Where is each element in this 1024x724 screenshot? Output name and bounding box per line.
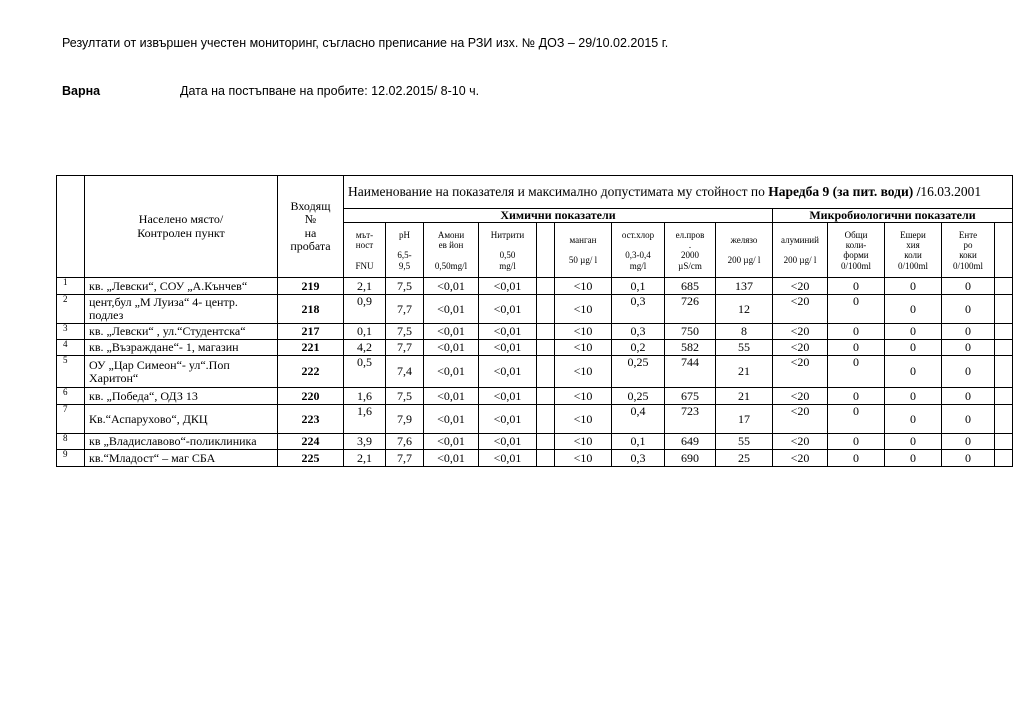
- indicator-title-plain: Наименование на показателя и максимално допустимата му стойност по: [348, 183, 769, 199]
- indicator-header-line: mg/l: [499, 260, 516, 271]
- value-cell: 0: [828, 340, 885, 356]
- indicator-header-line: Общи: [844, 229, 868, 240]
- location-name: кв „Владиславово“-поликлиника: [85, 434, 278, 450]
- indicator-title-cell: [344, 176, 1013, 209]
- value-cell: <10: [555, 388, 612, 405]
- table-row: [57, 340, 1013, 356]
- value-cell: 2,1: [344, 278, 386, 295]
- value-cell: 0: [942, 340, 995, 356]
- value-cell: <0,01: [479, 340, 537, 356]
- location-name: цент,бул „М Луиза“ 4- центр. подлез: [85, 295, 278, 324]
- table-row: [57, 356, 1013, 388]
- value-cell: <0,01: [424, 388, 479, 405]
- value-cell: <0,01: [479, 405, 537, 434]
- value-cell: <0,01: [479, 434, 537, 450]
- value-cell: <0,01: [424, 340, 479, 356]
- value-cell: 7,5: [386, 324, 424, 340]
- table-row: [57, 388, 1013, 405]
- value-cell: 723: [665, 405, 716, 434]
- indicator-header-line: 200 µg/ l: [727, 255, 761, 266]
- value-cell: 0: [942, 450, 995, 467]
- indicator-header-cell: [537, 223, 555, 278]
- value-cell: 1,6: [344, 388, 386, 405]
- value-cell: <20: [773, 278, 828, 295]
- indicator-header-line: коли-: [845, 239, 867, 250]
- value-cell: [995, 324, 1013, 340]
- value-cell: 0: [885, 356, 942, 388]
- value-cell: <20: [773, 405, 828, 434]
- indicator-header-line: 9,5: [398, 260, 411, 271]
- indicator-header-cell: [386, 223, 424, 278]
- value-cell: 8: [716, 324, 773, 340]
- indicator-header-line: [481, 240, 534, 250]
- indicator-header-line: ел.пров: [675, 229, 705, 240]
- row-number: 2: [57, 295, 85, 324]
- value-cell: [995, 434, 1013, 450]
- value-cell: <10: [555, 434, 612, 450]
- value-cell: [537, 278, 555, 295]
- indicator-header-line: 6,5-: [397, 250, 412, 261]
- indicator-header-line: µS/cm: [678, 260, 702, 271]
- location-name: кв. „Левски“ , ул.“Студентска“: [85, 324, 278, 340]
- sample-code: 219: [278, 278, 344, 295]
- row-number: 9: [57, 450, 85, 467]
- value-cell: 0: [828, 388, 885, 405]
- chemical-indicators-header: Химични показатели: [344, 209, 773, 223]
- indicator-header-cell: [424, 223, 479, 278]
- value-cell: 685: [665, 278, 716, 295]
- value-cell: 7,7: [386, 450, 424, 467]
- table-row: [57, 450, 1013, 467]
- value-cell: 582: [665, 340, 716, 356]
- value-cell: <10: [555, 295, 612, 324]
- indicator-header-line: FNU: [355, 260, 374, 271]
- value-cell: [995, 295, 1013, 324]
- value-cell: [537, 356, 555, 388]
- value-cell: <0,01: [424, 324, 479, 340]
- value-cell: 0: [942, 405, 995, 434]
- row-number: 8: [57, 434, 85, 450]
- value-cell: <20: [773, 450, 828, 467]
- header-sample-line: Входящ: [290, 199, 331, 214]
- value-cell: [995, 450, 1013, 467]
- header-sample-line: №: [304, 212, 317, 227]
- row-number: 4: [57, 340, 85, 356]
- value-cell: 17: [716, 405, 773, 434]
- value-cell: 55: [716, 340, 773, 356]
- value-cell: [995, 340, 1013, 356]
- value-cell: 0: [942, 434, 995, 450]
- value-cell: 0: [942, 295, 995, 324]
- sample-code: 222: [278, 356, 344, 388]
- value-cell: 649: [665, 434, 716, 450]
- value-cell: 744: [665, 356, 716, 388]
- indicator-header-line: 50 µg/ l: [568, 255, 598, 266]
- value-cell: <0,01: [424, 356, 479, 388]
- sample-code: 221: [278, 340, 344, 356]
- indicator-header-line: коки: [959, 250, 977, 261]
- indicator-header-cell: [828, 223, 885, 278]
- value-cell: 2,1: [344, 450, 386, 467]
- indicator-header-line: мът-: [355, 229, 374, 240]
- value-cell: <10: [555, 324, 612, 340]
- row-number: 1: [57, 278, 85, 295]
- value-cell: [995, 405, 1013, 434]
- row-number: 7: [57, 405, 85, 434]
- sample-code: 224: [278, 434, 344, 450]
- table-row: [57, 434, 1013, 450]
- value-cell: 0,1: [612, 434, 665, 450]
- value-cell: 0,1: [612, 278, 665, 295]
- sample-code: 225: [278, 450, 344, 467]
- value-cell: 0,3: [612, 324, 665, 340]
- indicator-header-line: [718, 245, 770, 255]
- value-cell: 7,5: [386, 388, 424, 405]
- header-sample-line: на: [304, 225, 317, 240]
- value-cell: 7,9: [386, 405, 424, 434]
- table-row: [57, 324, 1013, 340]
- value-cell: <20: [773, 434, 828, 450]
- value-cell: <0,01: [479, 278, 537, 295]
- indicator-header-line: [614, 240, 662, 250]
- indicator-header-line: 0/100ml: [840, 260, 871, 271]
- indicator-header-line: коли: [904, 250, 922, 261]
- value-cell: 675: [665, 388, 716, 405]
- header-number-cell: [57, 176, 85, 278]
- value-cell: <0,01: [424, 405, 479, 434]
- indicator-header-line: Амони: [437, 229, 465, 240]
- value-cell: 21: [716, 356, 773, 388]
- value-cell: 0: [828, 405, 885, 434]
- indicator-header-line: [997, 245, 1010, 255]
- value-cell: 7,5: [386, 278, 424, 295]
- value-cell: <10: [555, 340, 612, 356]
- indicator-header-line: форми: [843, 250, 869, 261]
- indicator-header-line: pH: [399, 229, 410, 240]
- value-cell: 0,4: [612, 405, 665, 434]
- value-cell: [995, 388, 1013, 405]
- value-cell: 0: [828, 324, 885, 340]
- indicator-header-line: Ешери: [900, 229, 926, 240]
- value-cell: 0: [942, 324, 995, 340]
- indicator-header-line: 0,50: [499, 250, 516, 261]
- indicator-header-line: манган: [569, 234, 597, 245]
- value-cell: 7,7: [386, 340, 424, 356]
- indicator-header-line: .: [688, 239, 692, 250]
- value-cell: <10: [555, 278, 612, 295]
- value-cell: 0: [885, 278, 942, 295]
- indicator-title-date: 16.03.2001: [920, 183, 982, 199]
- value-cell: 0: [942, 278, 995, 295]
- indicator-header-line: ев йон: [438, 239, 464, 250]
- value-cell: <20: [773, 388, 828, 405]
- value-cell: [537, 450, 555, 467]
- value-cell: 0,3: [612, 295, 665, 324]
- indicator-header-line: желязо: [730, 234, 758, 245]
- location-name: кв. „Левски“, СОУ „А.Кънчев“: [85, 278, 278, 295]
- indicator-header-cell: [885, 223, 942, 278]
- indicator-header-line: ро: [963, 239, 973, 250]
- value-cell: 3,9: [344, 434, 386, 450]
- indicator-header-line: 0/100ml: [952, 260, 983, 271]
- value-cell: 0: [885, 295, 942, 324]
- monitoring-results-table: [56, 175, 1013, 467]
- indicator-header-line: [775, 245, 825, 255]
- value-cell: <0,01: [424, 434, 479, 450]
- value-cell: [995, 356, 1013, 388]
- indicator-header-cell: [479, 223, 537, 278]
- value-cell: 0,1: [344, 324, 386, 340]
- microbiological-indicators-header: Микробиологични показатели: [773, 209, 1013, 223]
- value-cell: 690: [665, 450, 716, 467]
- value-cell: 0: [828, 278, 885, 295]
- value-cell: <20: [773, 356, 828, 388]
- value-cell: [537, 388, 555, 405]
- row-number: 3: [57, 324, 85, 340]
- header-location-line: Контролен пункт: [137, 225, 225, 240]
- header-sample-line: пробата: [290, 238, 331, 253]
- value-cell: [537, 405, 555, 434]
- value-cell: 55: [716, 434, 773, 450]
- indicator-header-line: 0,50mg/l: [434, 260, 468, 271]
- indicator-header-cell: [995, 223, 1013, 278]
- location-name: кв. „Победа“, ОДЗ 13: [85, 388, 278, 405]
- indicator-header-line: Енте: [958, 229, 978, 240]
- indicator-header-line: Нитрити: [490, 229, 525, 240]
- indicator-header-line: алуминий: [781, 234, 819, 245]
- value-cell: 0,2: [612, 340, 665, 356]
- indicator-header-line: [426, 250, 476, 260]
- value-cell: <0,01: [479, 450, 537, 467]
- table-row: [57, 295, 1013, 324]
- value-cell: 0: [885, 450, 942, 467]
- sample-code: 217: [278, 324, 344, 340]
- value-cell: <0,01: [479, 388, 537, 405]
- indicator-header-cell: [344, 223, 386, 278]
- value-cell: 0,25: [612, 388, 665, 405]
- indicator-header-line: 2000: [681, 250, 699, 261]
- value-cell: 0,3: [612, 450, 665, 467]
- value-cell: <0,01: [479, 295, 537, 324]
- indicator-header-cell: [716, 223, 773, 278]
- indicator-header-line: хия: [906, 239, 920, 250]
- row-number: 5: [57, 356, 85, 388]
- value-cell: 0,25: [612, 356, 665, 388]
- header-sample-cell: [278, 176, 344, 278]
- value-cell: 21: [716, 388, 773, 405]
- value-cell: <20: [773, 324, 828, 340]
- location-name: Кв.“Аспарухово“, ДКЦ: [85, 405, 278, 434]
- value-cell: <0,01: [424, 278, 479, 295]
- table-row: [57, 405, 1013, 434]
- indicator-header-cell: [612, 223, 665, 278]
- value-cell: <10: [555, 405, 612, 434]
- indicator-header-cell: [942, 223, 995, 278]
- value-cell: 726: [665, 295, 716, 324]
- indicator-header-line: [388, 240, 421, 250]
- value-cell: 7,6: [386, 434, 424, 450]
- location-name: кв. „Възраждане“- 1, магазин: [85, 340, 278, 356]
- value-cell: 0: [885, 405, 942, 434]
- value-cell: 0: [828, 434, 885, 450]
- indicator-header-line: [539, 245, 552, 255]
- value-cell: [995, 278, 1013, 295]
- value-cell: <0,01: [479, 356, 537, 388]
- indicator-header-cell: [555, 223, 612, 278]
- value-cell: 0: [828, 356, 885, 388]
- value-cell: 0: [885, 388, 942, 405]
- value-cell: <20: [773, 295, 828, 324]
- sample-date-line: Дата на постъпване на пробите: 12.02.2015/ 8-10 ч.: [180, 84, 480, 98]
- value-cell: [537, 340, 555, 356]
- value-cell: <10: [555, 356, 612, 388]
- indicator-header-line: ност: [355, 239, 374, 250]
- value-cell: <20: [773, 340, 828, 356]
- indicator-header-line: [557, 245, 609, 255]
- header-location-line: Населено място/: [138, 212, 224, 227]
- value-cell: <10: [555, 450, 612, 467]
- value-cell: <0,01: [424, 295, 479, 324]
- indicator-header-cell: [773, 223, 828, 278]
- value-cell: 0: [885, 434, 942, 450]
- sample-code: 220: [278, 388, 344, 405]
- value-cell: 7,7: [386, 295, 424, 324]
- value-cell: 0: [942, 356, 995, 388]
- city-label: Варна: [62, 84, 101, 98]
- indicator-title-bold: Наредба 9 (за пит. води) /: [768, 183, 921, 199]
- value-cell: 4,2: [344, 340, 386, 356]
- location-name: кв.“Младост“ – маг СБА: [85, 450, 278, 467]
- value-cell: <0,01: [479, 324, 537, 340]
- indicator-header-cell: [665, 223, 716, 278]
- sample-code: 223: [278, 405, 344, 434]
- location-name: ОУ „Цар Симеон“- ул“.Поп Харитон“: [85, 356, 278, 388]
- value-cell: [537, 434, 555, 450]
- value-cell: 0: [828, 450, 885, 467]
- indicator-header-line: [346, 250, 383, 260]
- value-cell: 0: [885, 340, 942, 356]
- value-cell: 25: [716, 450, 773, 467]
- value-cell: 0: [828, 295, 885, 324]
- value-cell: 1,6: [344, 405, 386, 434]
- indicator-header-line: mg/l: [629, 260, 647, 271]
- value-cell: 12: [716, 295, 773, 324]
- value-cell: <0,01: [424, 450, 479, 467]
- value-cell: 137: [716, 278, 773, 295]
- table-row: [57, 278, 1013, 295]
- document-title: Резултати от извършен учестен мониторинг, съгласно преписание на РЗИ изх. № ДОЗ – 29/10.02.2015 г.: [62, 36, 669, 50]
- value-cell: [537, 324, 555, 340]
- value-cell: 0: [885, 324, 942, 340]
- indicator-header-line: 200 µg/ l: [783, 255, 817, 266]
- value-cell: 7,4: [386, 356, 424, 388]
- value-cell: 750: [665, 324, 716, 340]
- value-cell: 0: [942, 388, 995, 405]
- header-location-cell: [85, 176, 278, 278]
- row-number: 6: [57, 388, 85, 405]
- sample-code: 218: [278, 295, 344, 324]
- value-cell: 0,9: [344, 295, 386, 324]
- indicator-header-line: 0/100ml: [897, 260, 928, 271]
- value-cell: 0,5: [344, 356, 386, 388]
- indicator-header-line: 0,3-0,4: [625, 250, 651, 261]
- indicator-header-line: ост.хлор: [621, 229, 655, 240]
- value-cell: [537, 295, 555, 324]
